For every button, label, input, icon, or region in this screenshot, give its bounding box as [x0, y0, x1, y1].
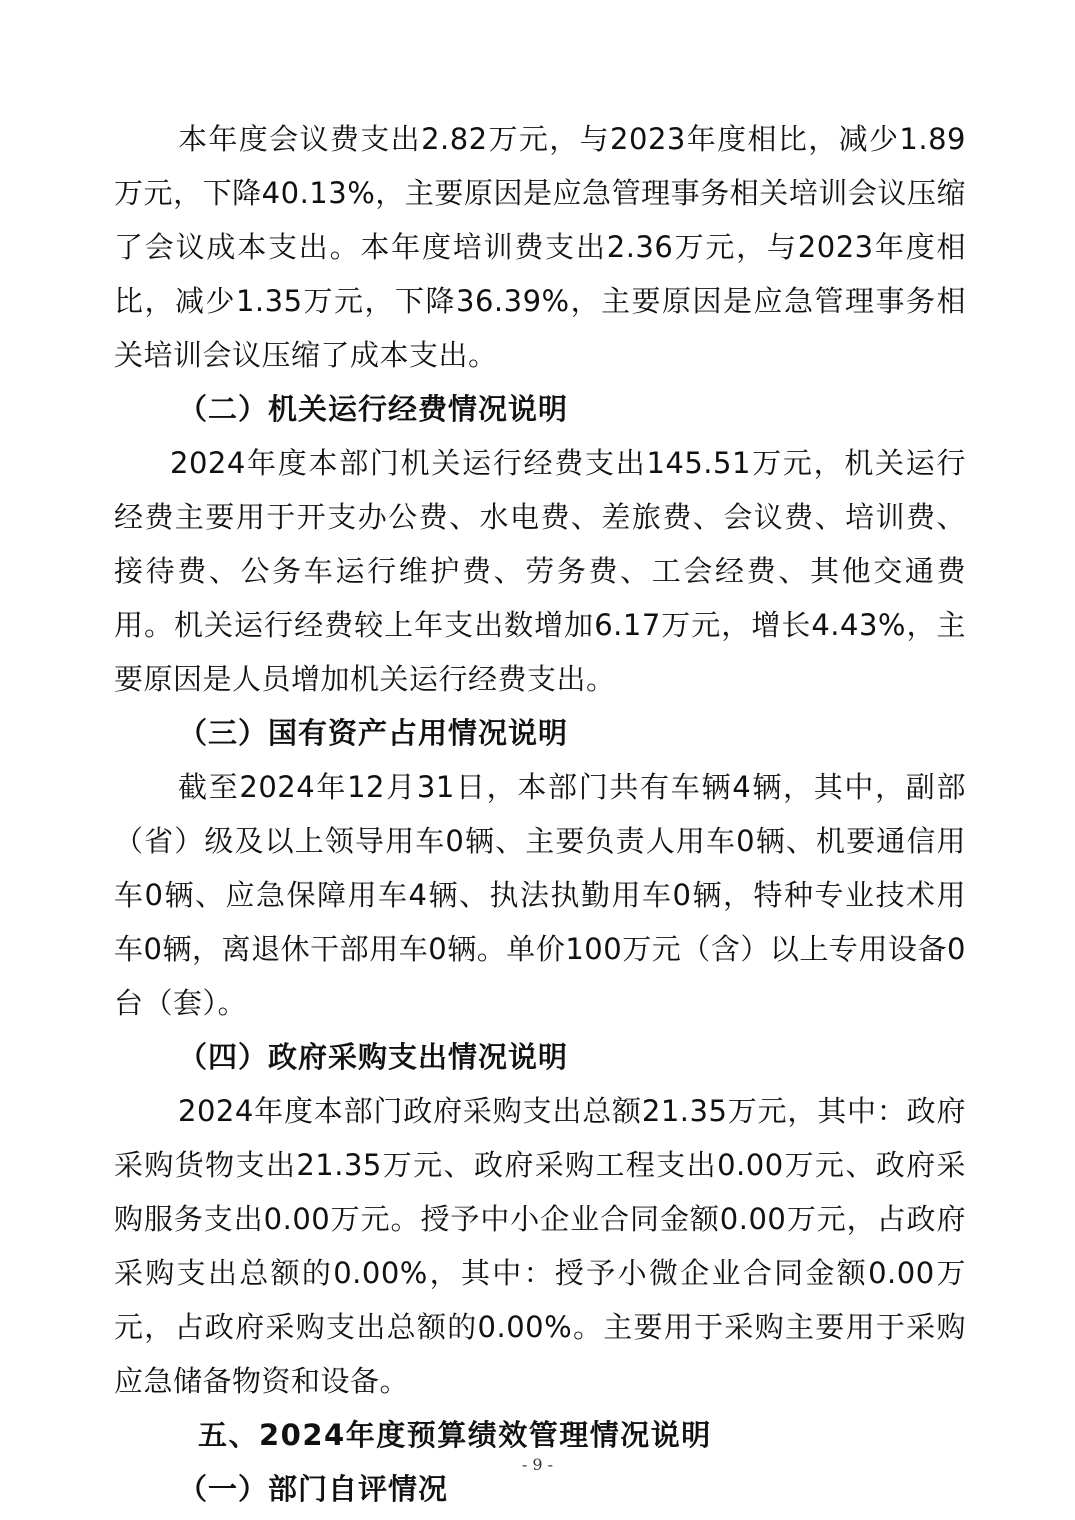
page-number: - 9 -: [521, 1455, 554, 1474]
section-heading-self-evaluation: （一）部门自评情况: [178, 1472, 449, 1506]
section-heading-procurement: （四）政府采购支出情况说明: [178, 1040, 569, 1074]
section-heading-operating-expenses: （二）机关运行经费情况说明: [178, 392, 569, 426]
chapter-heading-performance-management: 五、2024年度预算绩效管理情况说明: [198, 1418, 712, 1452]
section-heading-state-assets: （三）国有资产占用情况说明: [178, 716, 569, 750]
paragraph-procurement: 2024年度本部门政府采购支出总额21.35万元，其中：政府采购货物支出21.35万元、政府采购工程支出0.00万元、政府采购服务支出0.00万元。授予中小企业合同金额0.00万元，占政府采购支出总额的0.00%，其中：授予小微企业合同金额0.00万元，占政府采购支出总额的0.00%。主要用于采购主要用于采购应急储备物资和设备。: [114, 1094, 966, 1398]
document-body: [114, 112, 966, 1516]
paragraph-state-assets: 截至2024年12月31日，本部门共有车辆4辆，其中，副部（省）级及以上领导用车0辆、主要负责人用车0辆、机要通信用车0辆、应急保障用车4辆、执法执勤用车0辆，特种专业技术用车0辆，离退休干部用车0辆。单价100万元（含）以上专用设备0台（套）。: [114, 770, 966, 1020]
paragraph-meeting-training-fees: 本年度会议费支出2.82万元，与2023年度相比，减少1.89万元，下降40.13%，主要原因是应急管理事务相关培训会议压缩了会议成本支出。本年度培训费支出2.36万元，与2023年度相比，减少1.35万元，下降36.39%，主要原因是应急管理事务相关培训会议压缩了成本支出。: [114, 122, 966, 372]
paragraph-operating-expenses: 2024年度本部门机关运行经费支出145.51万元，机关运行经费主要用于开支办公费、水电费、差旅费、会议费、培训费、接待费、公务车运行维护费、劳务费、工会经费、其他交通费用。机关运行经费较上年支出数增加6.17万元，增长4.43%，主要原因是人员增加机关运行经费支出。: [114, 446, 966, 696]
